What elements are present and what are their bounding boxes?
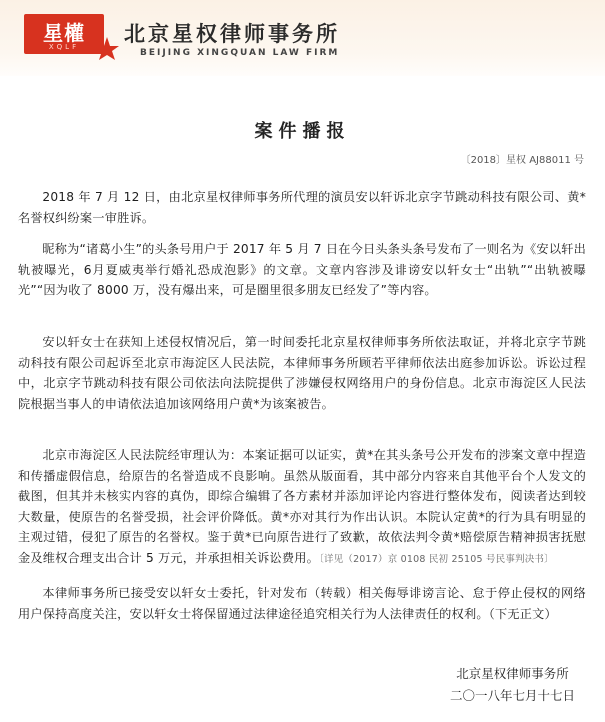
logo-sub: XQLF bbox=[48, 43, 80, 51]
logo-mark: 星權 bbox=[43, 21, 85, 45]
paragraph-5 bbox=[18, 583, 586, 624]
paragraph-4 bbox=[18, 445, 586, 571]
paragraph-text: 昵称为“诸葛小生”的头条号用户于 2017 年 5 月 7 日在今日头条头条号发布了一则名为《安以轩出轨被曝光，6月夏威夷举行婚礼恐成泡影》的文章。文章内容涉及诽谤安以轩女士“出轨”“出轨被曝光”“因为收了 8000 万，没有爆出来，可是圈里很多朋友已经发了”等内容。 bbox=[18, 242, 586, 298]
paragraph-1 bbox=[18, 187, 586, 228]
document-number: 〔2018〕星权 AJ88011 号 bbox=[460, 155, 584, 166]
firm-logo bbox=[24, 14, 104, 54]
firm-name: 北京星权律师事务所 bbox=[124, 21, 340, 46]
firm-name-english: BEIJING XINGQUAN LAW FIRM bbox=[140, 48, 340, 58]
paragraph-text: 本律师事务所已接受安以轩女士委托，针对发布（转载）相关侮辱诽谤言论、怠于停止侵权的网络用户保持高度关注，安以轩女士将保留通过法律途径追究相关行为人法律责任的权利。（下无正文） bbox=[18, 586, 586, 621]
document-title: 案件播报 bbox=[254, 121, 351, 142]
paragraph-4-text bbox=[18, 445, 586, 571]
paragraph-text: 2018 年 7 月 12 日，由北京星权律师事务所代理的演员安以轩诉北京字节跳动科技有限公司、黄*名誉权纠纷案一审胜诉。 bbox=[18, 190, 586, 225]
signature-date: 二〇一八年七月十七日 bbox=[449, 688, 575, 703]
star-icon bbox=[94, 36, 120, 62]
paragraph-text: 安以轩女士在获知上述侵权情况后，第一时间委托北京星权律师事务所依法取证，并将北京字节跳动科技有限公司起诉至北京市海淀区人民法院，本律师事务所顾若平律师依法出庭参加诉讼。诉讼过程中，北京字节跳动科技有限公司依法向法院提供了涉嫌侵权网络用户的身份信息。北京市海淀区人民法院根据当事人的申请依法追加该网络用户黄*为该案被告。 bbox=[18, 335, 586, 411]
paragraph-2 bbox=[18, 239, 586, 301]
letterhead bbox=[0, 0, 605, 76]
paragraph-3 bbox=[18, 332, 586, 414]
signature-firm: 北京星权律师事务所 bbox=[456, 666, 569, 681]
paragraph-text: 北京市海淀区人民法院经审理认为：本案证据可以证实，黄*在其头条号公开发布的涉案文章中捏造和传播虚假信息，给原告的名誉造成不良影响。虽然从版面看，其中部分内容来自其他平台个人发文的截图，但其并未核实内容的真伪，即综合编辑了各方素材并添加评论内容进行整体发布，阅读者达到较大数量，使原告的名誉受损，社会评价降低。黄*亦对其行为作出认识。本院认定黄*的行为具有明显的主观过错，侵犯了原告的名誉权。鉴于黄*已向原告进行了致歉，故依法判令黄*赔偿原告精神损害抚慰金及维权合理支出合计 5 万元，并承担相关诉讼费用。 bbox=[18, 448, 586, 565]
signature-block bbox=[450, 663, 575, 707]
judgment-citation: 〔详见（2017）京 0108 民初 25105 号民事判决书〕 bbox=[319, 553, 554, 565]
